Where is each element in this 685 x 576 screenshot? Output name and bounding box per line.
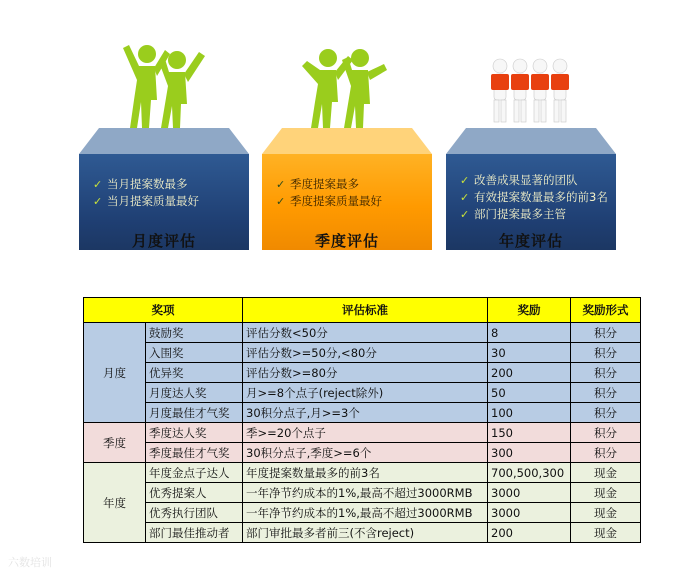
card-title: 年度评估 [498,232,563,250]
table-row [84,503,641,523]
award-type: 积分 [571,383,641,403]
award-name: 月度最佳才气奖 [146,403,243,423]
award-criteria: 一年净节约成本的1%,最高不超过3000RMB [243,503,488,523]
quarterly-card [262,30,432,280]
pedestal-top [262,128,432,154]
group-label-monthly: 月度 [84,323,146,423]
card-title: 季度评估 [314,232,379,250]
header-reward: 奖励 [488,298,571,323]
award-name: 入围奖 [146,343,243,363]
award-type: 现金 [571,523,641,543]
award-reward: 100 [488,403,571,423]
table-row [84,343,641,363]
award-criteria: 评估分数>=50分,<80分 [243,343,488,363]
checkmark-icon: ✓ [460,174,470,187]
award-type: 现金 [571,483,641,503]
table-row [84,483,641,503]
criteria-item: ✓ 当月提案质量最好 [93,194,199,208]
award-criteria: 年度提案数量最多的前3名 [243,463,488,483]
header-award: 奖项 [84,298,243,323]
table-row [84,523,641,543]
award-name: 鼓励奖 [146,323,243,343]
card-title: 月度评估 [131,232,196,250]
pedestal-top [446,128,616,154]
criteria-item: ✓ 部门提案最多主管 [460,207,566,221]
checkmark-icon: ✓ [93,195,103,208]
award-criteria: 评估分数<50分 [243,323,488,343]
table-row [84,323,641,343]
award-reward: 3000 [488,483,571,503]
table-row [84,403,641,423]
award-type: 积分 [571,343,641,363]
award-reward: 150 [488,423,571,443]
checkmark-icon: ✓ [276,195,286,208]
award-reward: 50 [488,383,571,403]
criteria-item: ✓ 季度提案质量最好 [276,194,382,208]
yearly-card [446,30,616,280]
criteria-item: ✓ 有效提案数量最多的前3名 [460,190,608,204]
award-type: 积分 [571,443,641,463]
award-reward: 30 [488,343,571,363]
criteria-item: ✓ 当月提案数最多 [93,177,188,191]
award-type: 积分 [571,423,641,443]
award-reward: 200 [488,523,571,543]
table-row [84,443,641,463]
criteria-item: ✓ 改善成果显著的团队 [460,173,578,187]
award-criteria: 季>=20个点子 [243,423,488,443]
table-row [84,363,641,383]
award-reward: 200 [488,363,571,383]
award-criteria: 一年净节约成本的1%,最高不超过3000RMB [243,483,488,503]
table-row [84,383,641,403]
award-type: 现金 [571,463,641,483]
criteria-item: ✓ 季度提案最多 [276,177,359,191]
watermark: 六数培训 [8,556,52,569]
award-criteria: 30积分点子,季度>=6个 [243,443,488,463]
award-name: 季度最佳才气奖 [146,443,243,463]
monthly-card [79,30,249,280]
award-name: 优秀提案人 [146,483,243,503]
table-row [84,423,641,443]
checkmark-icon: ✓ [276,178,286,191]
award-name: 优异奖 [146,363,243,383]
award-name: 季度达人奖 [146,423,243,443]
award-criteria: 评估分数>=80分 [243,363,488,383]
checkmark-icon: ✓ [93,178,103,191]
award-criteria: 部门审批最多者前三(不含reject) [243,523,488,543]
award-name: 年度金点子达人 [146,463,243,483]
award-reward: 3000 [488,503,571,523]
checkmark-icon: ✓ [460,191,470,204]
award-reward: 300 [488,443,571,463]
pedestal-top [79,128,249,154]
group-label-yearly: 年度 [84,463,146,543]
award-type: 积分 [571,363,641,383]
award-criteria: 30积分点子,月>=3个 [243,403,488,423]
awards-table [83,297,641,543]
award-type: 现金 [571,503,641,523]
group-label-quarterly: 季度 [84,423,146,463]
award-criteria: 月>=8个点子(reject除外) [243,383,488,403]
header-reward-type: 奖励形式 [571,298,641,323]
award-reward: 700,500,300 [488,463,571,483]
award-type: 积分 [571,403,641,423]
table-header-row [84,298,641,323]
header-criteria: 评估标准 [243,298,488,323]
award-name: 部门最佳推动者 [146,523,243,543]
award-type: 积分 [571,323,641,343]
award-reward: 8 [488,323,571,343]
table-row [84,463,641,483]
award-name: 优秀执行团队 [146,503,243,523]
checkmark-icon: ✓ [460,208,470,221]
award-name: 月度达人奖 [146,383,243,403]
